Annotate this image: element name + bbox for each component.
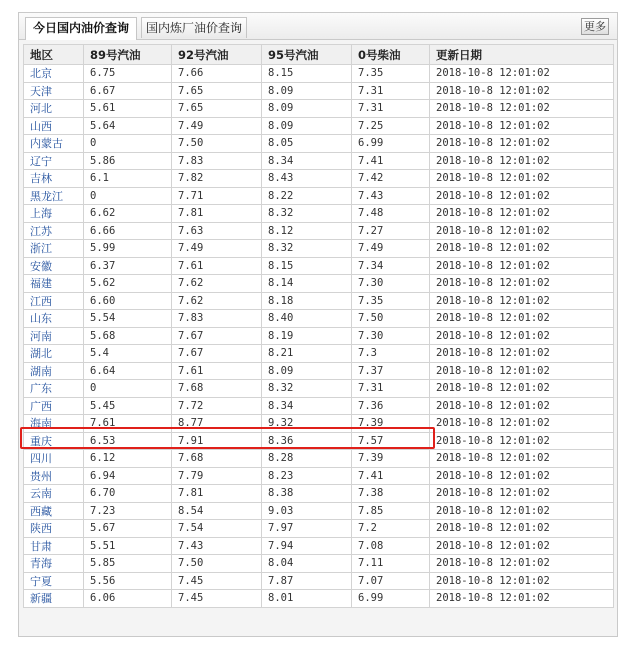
region-cell[interactable]: 浙江 bbox=[24, 240, 84, 258]
price-0-diesel-cell: 7.42 bbox=[352, 170, 430, 188]
column-header-92-gasoline: 92号汽油 bbox=[172, 45, 262, 65]
update-date-cell: 2018-10-8 12:01:02 bbox=[430, 327, 614, 345]
price-0-diesel-cell: 7.11 bbox=[352, 555, 430, 573]
region-cell[interactable]: 广东 bbox=[24, 380, 84, 398]
price-95-cell: 7.97 bbox=[262, 520, 352, 538]
table-row bbox=[24, 415, 614, 433]
price-0-diesel-cell: 7.2 bbox=[352, 520, 430, 538]
table-row bbox=[24, 257, 614, 275]
price-95-cell: 8.14 bbox=[262, 275, 352, 293]
price-89-cell: 6.62 bbox=[84, 205, 172, 223]
price-89-cell: 5.51 bbox=[84, 537, 172, 555]
price-95-cell: 8.01 bbox=[262, 590, 352, 608]
update-date-cell: 2018-10-8 12:01:02 bbox=[430, 257, 614, 275]
price-92-cell: 7.61 bbox=[172, 257, 262, 275]
price-92-cell: 8.54 bbox=[172, 502, 262, 520]
price-89-cell: 7.23 bbox=[84, 502, 172, 520]
price-89-cell: 6.64 bbox=[84, 362, 172, 380]
table-row bbox=[24, 327, 614, 345]
price-92-cell: 7.49 bbox=[172, 117, 262, 135]
price-89-cell: 6.60 bbox=[84, 292, 172, 310]
table-row bbox=[24, 222, 614, 240]
tab-bar bbox=[19, 13, 617, 40]
update-date-cell: 2018-10-8 12:01:02 bbox=[430, 117, 614, 135]
table-row bbox=[24, 205, 614, 223]
region-cell[interactable]: 北京 bbox=[24, 65, 84, 83]
price-95-cell: 8.09 bbox=[262, 82, 352, 100]
update-date-cell: 2018-10-8 12:01:02 bbox=[430, 485, 614, 503]
price-89-cell: 5.4 bbox=[84, 345, 172, 363]
region-cell[interactable]: 福建 bbox=[24, 275, 84, 293]
price-92-cell: 8.77 bbox=[172, 415, 262, 433]
region-cell[interactable]: 河南 bbox=[24, 327, 84, 345]
price-0-diesel-cell: 7.08 bbox=[352, 537, 430, 555]
price-89-cell: 0 bbox=[84, 380, 172, 398]
price-95-cell: 8.32 bbox=[262, 205, 352, 223]
price-0-diesel-cell: 7.31 bbox=[352, 380, 430, 398]
update-date-cell: 2018-10-8 12:01:02 bbox=[430, 152, 614, 170]
table-row bbox=[24, 485, 614, 503]
price-95-cell: 8.43 bbox=[262, 170, 352, 188]
price-95-cell: 8.18 bbox=[262, 292, 352, 310]
price-95-cell: 8.32 bbox=[262, 240, 352, 258]
price-89-cell: 6.12 bbox=[84, 450, 172, 468]
region-cell[interactable]: 贵州 bbox=[24, 467, 84, 485]
price-0-diesel-cell: 7.49 bbox=[352, 240, 430, 258]
price-92-cell: 7.49 bbox=[172, 240, 262, 258]
price-95-cell: 8.21 bbox=[262, 345, 352, 363]
update-date-cell: 2018-10-8 12:01:02 bbox=[430, 187, 614, 205]
region-cell[interactable]: 重庆 bbox=[24, 432, 84, 450]
price-95-cell: 8.32 bbox=[262, 380, 352, 398]
price-95-cell: 8.19 bbox=[262, 327, 352, 345]
price-92-cell: 7.66 bbox=[172, 65, 262, 83]
price-95-cell: 8.15 bbox=[262, 257, 352, 275]
region-cell[interactable]: 四川 bbox=[24, 450, 84, 468]
update-date-cell: 2018-10-8 12:01:02 bbox=[430, 310, 614, 328]
price-95-cell: 8.40 bbox=[262, 310, 352, 328]
price-95-cell: 8.36 bbox=[262, 432, 352, 450]
column-header-update-date: 更新日期 bbox=[430, 45, 614, 65]
region-cell[interactable]: 甘肃 bbox=[24, 537, 84, 555]
region-cell[interactable]: 广西 bbox=[24, 397, 84, 415]
update-date-cell: 2018-10-8 12:01:02 bbox=[430, 275, 614, 293]
tab-domestic-oil-price[interactable]: 今日国内油价查询 bbox=[25, 17, 137, 40]
update-date-cell: 2018-10-8 12:01:02 bbox=[430, 205, 614, 223]
price-92-cell: 7.43 bbox=[172, 537, 262, 555]
update-date-cell: 2018-10-8 12:01:02 bbox=[430, 502, 614, 520]
table-row bbox=[24, 450, 614, 468]
price-92-cell: 7.81 bbox=[172, 205, 262, 223]
price-92-cell: 7.79 bbox=[172, 467, 262, 485]
price-0-diesel-cell: 7.39 bbox=[352, 450, 430, 468]
price-95-cell: 8.34 bbox=[262, 397, 352, 415]
price-0-diesel-cell: 7.35 bbox=[352, 292, 430, 310]
region-cell[interactable]: 青海 bbox=[24, 555, 84, 573]
update-date-cell: 2018-10-8 12:01:02 bbox=[430, 450, 614, 468]
price-0-diesel-cell: 7.37 bbox=[352, 362, 430, 380]
price-92-cell: 7.45 bbox=[172, 572, 262, 590]
price-0-diesel-cell: 7.27 bbox=[352, 222, 430, 240]
price-89-cell: 6.37 bbox=[84, 257, 172, 275]
region-cell[interactable]: 河北 bbox=[24, 100, 84, 118]
price-92-cell: 7.65 bbox=[172, 100, 262, 118]
price-89-cell: 6.67 bbox=[84, 82, 172, 100]
price-89-cell: 6.66 bbox=[84, 222, 172, 240]
region-cell[interactable]: 云南 bbox=[24, 485, 84, 503]
region-cell[interactable]: 江苏 bbox=[24, 222, 84, 240]
price-92-cell: 7.63 bbox=[172, 222, 262, 240]
table-row bbox=[24, 467, 614, 485]
price-92-cell: 7.68 bbox=[172, 450, 262, 468]
table-body bbox=[24, 65, 614, 608]
oil-price-panel bbox=[18, 12, 618, 637]
price-92-cell: 7.91 bbox=[172, 432, 262, 450]
price-92-cell: 7.68 bbox=[172, 380, 262, 398]
price-89-cell: 5.61 bbox=[84, 100, 172, 118]
price-95-cell: 7.87 bbox=[262, 572, 352, 590]
price-95-cell: 8.09 bbox=[262, 117, 352, 135]
region-cell[interactable]: 天津 bbox=[24, 82, 84, 100]
price-92-cell: 7.62 bbox=[172, 275, 262, 293]
price-95-cell: 8.12 bbox=[262, 222, 352, 240]
price-0-diesel-cell: 6.99 bbox=[352, 590, 430, 608]
update-date-cell: 2018-10-8 12:01:02 bbox=[430, 222, 614, 240]
price-89-cell: 6.53 bbox=[84, 432, 172, 450]
update-date-cell: 2018-10-8 12:01:02 bbox=[430, 65, 614, 83]
price-89-cell: 0 bbox=[84, 187, 172, 205]
price-0-diesel-cell: 6.99 bbox=[352, 135, 430, 153]
price-92-cell: 7.62 bbox=[172, 292, 262, 310]
region-cell[interactable]: 吉林 bbox=[24, 170, 84, 188]
price-0-diesel-cell: 7.41 bbox=[352, 467, 430, 485]
update-date-cell: 2018-10-8 12:01:02 bbox=[430, 345, 614, 363]
price-95-cell: 8.23 bbox=[262, 467, 352, 485]
update-date-cell: 2018-10-8 12:01:02 bbox=[430, 170, 614, 188]
update-date-cell: 2018-10-8 12:01:02 bbox=[430, 415, 614, 433]
price-0-diesel-cell: 7.43 bbox=[352, 187, 430, 205]
update-date-cell: 2018-10-8 12:01:02 bbox=[430, 100, 614, 118]
price-89-cell: 5.45 bbox=[84, 397, 172, 415]
region-cell[interactable]: 陕西 bbox=[24, 520, 84, 538]
price-0-diesel-cell: 7.35 bbox=[352, 65, 430, 83]
price-0-diesel-cell: 7.30 bbox=[352, 275, 430, 293]
price-92-cell: 7.82 bbox=[172, 170, 262, 188]
table-row bbox=[24, 275, 614, 293]
price-92-cell: 7.81 bbox=[172, 485, 262, 503]
column-header-0-diesel: 0号柴油 bbox=[352, 45, 430, 65]
price-92-cell: 7.72 bbox=[172, 397, 262, 415]
update-date-cell: 2018-10-8 12:01:02 bbox=[430, 380, 614, 398]
price-89-cell: 6.75 bbox=[84, 65, 172, 83]
price-95-cell: 8.22 bbox=[262, 187, 352, 205]
price-92-cell: 7.71 bbox=[172, 187, 262, 205]
price-92-cell: 7.67 bbox=[172, 327, 262, 345]
price-89-cell: 6.70 bbox=[84, 485, 172, 503]
region-cell[interactable]: 黑龙江 bbox=[24, 187, 84, 205]
tab-refinery-oil-price[interactable]: 国内炼厂油价查询 bbox=[141, 17, 247, 38]
region-cell[interactable]: 山东 bbox=[24, 310, 84, 328]
column-header-region: 地区 bbox=[24, 45, 84, 65]
price-92-cell: 7.83 bbox=[172, 310, 262, 328]
price-0-diesel-cell: 7.57 bbox=[352, 432, 430, 450]
update-date-cell: 2018-10-8 12:01:02 bbox=[430, 135, 614, 153]
table-row bbox=[24, 135, 614, 153]
column-header-89-gasoline: 89号汽油 bbox=[84, 45, 172, 65]
region-cell[interactable]: 山西 bbox=[24, 117, 84, 135]
price-92-cell: 7.65 bbox=[172, 82, 262, 100]
table-row bbox=[24, 345, 614, 363]
table-row bbox=[24, 380, 614, 398]
table-row bbox=[24, 152, 614, 170]
table-row bbox=[24, 310, 614, 328]
price-0-diesel-cell: 7.34 bbox=[352, 257, 430, 275]
price-92-cell: 7.50 bbox=[172, 135, 262, 153]
price-95-cell: 9.32 bbox=[262, 415, 352, 433]
table-row bbox=[24, 432, 614, 450]
price-89-cell: 6.06 bbox=[84, 590, 172, 608]
region-cell[interactable]: 安徽 bbox=[24, 257, 84, 275]
table-row bbox=[24, 590, 614, 608]
price-92-cell: 7.45 bbox=[172, 590, 262, 608]
price-89-cell: 5.85 bbox=[84, 555, 172, 573]
price-92-cell: 7.83 bbox=[172, 152, 262, 170]
update-date-cell: 2018-10-8 12:01:02 bbox=[430, 467, 614, 485]
price-89-cell: 6.1 bbox=[84, 170, 172, 188]
table-row bbox=[24, 240, 614, 258]
price-0-diesel-cell: 7.85 bbox=[352, 502, 430, 520]
update-date-cell: 2018-10-8 12:01:02 bbox=[430, 520, 614, 538]
update-date-cell: 2018-10-8 12:01:02 bbox=[430, 397, 614, 415]
table-row bbox=[24, 520, 614, 538]
region-cell[interactable]: 海南 bbox=[24, 415, 84, 433]
price-0-diesel-cell: 7.31 bbox=[352, 100, 430, 118]
price-0-diesel-cell: 7.07 bbox=[352, 572, 430, 590]
price-0-diesel-cell: 7.41 bbox=[352, 152, 430, 170]
price-0-diesel-cell: 7.50 bbox=[352, 310, 430, 328]
table-row bbox=[24, 117, 614, 135]
price-89-cell: 5.67 bbox=[84, 520, 172, 538]
more-button[interactable]: 更多 bbox=[581, 18, 609, 35]
price-0-diesel-cell: 7.39 bbox=[352, 415, 430, 433]
price-95-cell: 8.34 bbox=[262, 152, 352, 170]
price-0-diesel-cell: 7.38 bbox=[352, 485, 430, 503]
price-89-cell: 6.94 bbox=[84, 467, 172, 485]
price-92-cell: 7.61 bbox=[172, 362, 262, 380]
table-row bbox=[24, 555, 614, 573]
table-row bbox=[24, 537, 614, 555]
price-0-diesel-cell: 7.31 bbox=[352, 82, 430, 100]
region-cell[interactable]: 湖北 bbox=[24, 345, 84, 363]
price-95-cell: 7.94 bbox=[262, 537, 352, 555]
update-date-cell: 2018-10-8 12:01:02 bbox=[430, 555, 614, 573]
update-date-cell: 2018-10-8 12:01:02 bbox=[430, 572, 614, 590]
price-0-diesel-cell: 7.48 bbox=[352, 205, 430, 223]
update-date-cell: 2018-10-8 12:01:02 bbox=[430, 292, 614, 310]
region-cell[interactable]: 江西 bbox=[24, 292, 84, 310]
price-0-diesel-cell: 7.25 bbox=[352, 117, 430, 135]
oil-price-table bbox=[23, 44, 614, 608]
price-89-cell: 0 bbox=[84, 135, 172, 153]
table-row bbox=[24, 170, 614, 188]
table-row bbox=[24, 362, 614, 380]
region-cell[interactable]: 辽宁 bbox=[24, 152, 84, 170]
price-0-diesel-cell: 7.36 bbox=[352, 397, 430, 415]
price-95-cell: 8.05 bbox=[262, 135, 352, 153]
table-row bbox=[24, 572, 614, 590]
update-date-cell: 2018-10-8 12:01:02 bbox=[430, 240, 614, 258]
region-cell[interactable]: 上海 bbox=[24, 205, 84, 223]
price-92-cell: 7.67 bbox=[172, 345, 262, 363]
price-95-cell: 8.09 bbox=[262, 100, 352, 118]
update-date-cell: 2018-10-8 12:01:02 bbox=[430, 537, 614, 555]
table-row bbox=[24, 100, 614, 118]
price-89-cell: 5.62 bbox=[84, 275, 172, 293]
price-95-cell: 8.09 bbox=[262, 362, 352, 380]
price-89-cell: 7.61 bbox=[84, 415, 172, 433]
price-89-cell: 5.54 bbox=[84, 310, 172, 328]
update-date-cell: 2018-10-8 12:01:02 bbox=[430, 362, 614, 380]
table-row bbox=[24, 292, 614, 310]
update-date-cell: 2018-10-8 12:01:02 bbox=[430, 432, 614, 450]
table-row bbox=[24, 187, 614, 205]
table-row bbox=[24, 82, 614, 100]
column-header-95-gasoline: 95号汽油 bbox=[262, 45, 352, 65]
region-cell[interactable]: 湖南 bbox=[24, 362, 84, 380]
update-date-cell: 2018-10-8 12:01:02 bbox=[430, 590, 614, 608]
price-95-cell: 8.04 bbox=[262, 555, 352, 573]
table-row bbox=[24, 65, 614, 83]
region-cell[interactable]: 内蒙古 bbox=[24, 135, 84, 153]
region-cell[interactable]: 西藏 bbox=[24, 502, 84, 520]
table-row bbox=[24, 397, 614, 415]
update-date-cell: 2018-10-8 12:01:02 bbox=[430, 82, 614, 100]
price-0-diesel-cell: 7.3 bbox=[352, 345, 430, 363]
price-89-cell: 5.99 bbox=[84, 240, 172, 258]
table-header-row bbox=[24, 45, 614, 65]
price-95-cell: 9.03 bbox=[262, 502, 352, 520]
price-92-cell: 7.54 bbox=[172, 520, 262, 538]
price-92-cell: 7.50 bbox=[172, 555, 262, 573]
price-89-cell: 5.56 bbox=[84, 572, 172, 590]
table-row bbox=[24, 502, 614, 520]
region-cell[interactable]: 宁夏 bbox=[24, 572, 84, 590]
price-95-cell: 8.15 bbox=[262, 65, 352, 83]
price-0-diesel-cell: 7.30 bbox=[352, 327, 430, 345]
region-cell[interactable]: 新疆 bbox=[24, 590, 84, 608]
price-89-cell: 5.64 bbox=[84, 117, 172, 135]
price-89-cell: 5.86 bbox=[84, 152, 172, 170]
price-89-cell: 5.68 bbox=[84, 327, 172, 345]
price-95-cell: 8.28 bbox=[262, 450, 352, 468]
price-95-cell: 8.38 bbox=[262, 485, 352, 503]
